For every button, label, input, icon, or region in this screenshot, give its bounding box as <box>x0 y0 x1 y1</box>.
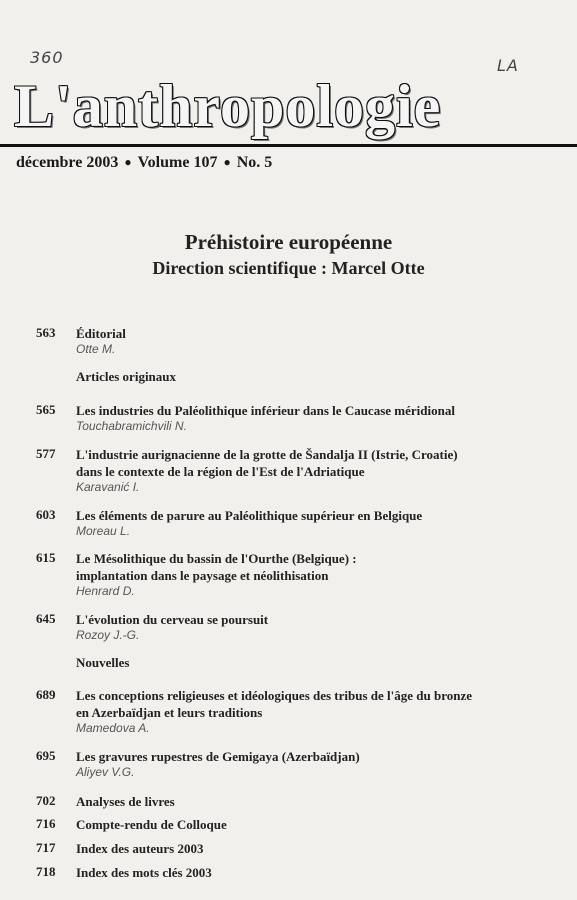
toc-page-number: 577 <box>36 446 56 461</box>
toc-page-number: 717 <box>36 840 56 855</box>
toc-title: Le Mésolithique du bassin de l'Ourthe (Belgique) : <box>76 551 357 566</box>
toc-entry[interactable] <box>36 325 556 357</box>
issue-separator: ● <box>223 155 231 169</box>
toc-author: Rozoy J.-G. <box>76 628 140 642</box>
toc-entry[interactable] <box>36 446 556 495</box>
toc-entry[interactable] <box>36 550 556 599</box>
section-title: Préhistoire européenne <box>184 230 393 254</box>
toc-page-number: 689 <box>36 687 56 702</box>
toc-page-number: 565 <box>36 402 56 417</box>
toc-entry[interactable] <box>36 840 556 857</box>
toc-section-heading: Articles originaux <box>76 369 177 384</box>
toc-page-number: 645 <box>36 611 56 626</box>
toc-entry[interactable] <box>36 611 556 643</box>
toc-title: Les industries du Paléolithique inférieur dans le Caucase méridional <box>76 403 455 418</box>
issue-separator: ● <box>124 155 132 169</box>
section-subtitle: Direction scientifique : Marcel Otte <box>152 258 425 278</box>
toc-title-line2: dans le contexte de la région de l'Est de l'Adriatique <box>76 464 365 479</box>
toc-section-heading: Nouvelles <box>76 655 130 670</box>
toc-page-number: 702 <box>36 793 56 808</box>
toc-page-number: 716 <box>36 816 56 831</box>
toc-title: L'évolution du cerveau se poursuit <box>76 612 269 627</box>
toc-title: Les conceptions religieuses et idéologiques des tribus de l'âge du bronze <box>76 688 473 703</box>
toc-page-number: 695 <box>36 748 56 763</box>
issue-volume: Volume 107 <box>137 154 218 171</box>
issue-number: No. 5 <box>236 154 273 171</box>
toc-author: Aliyev V.G. <box>76 765 135 779</box>
toc-author: Otte M. <box>76 342 116 356</box>
toc-entry[interactable] <box>36 864 556 881</box>
toc-entry[interactable] <box>36 748 556 780</box>
toc-title: Compte-rendu de Colloque <box>76 817 227 832</box>
toc-title: Analyses de livres <box>76 794 175 809</box>
handwritten-note-right: LA <box>497 56 519 75</box>
issue-date: décembre 2003 <box>16 154 119 171</box>
toc-title: Index des auteurs 2003 <box>76 841 204 856</box>
toc-page-number: 563 <box>36 325 56 340</box>
toc-author: Moreau L. <box>76 524 131 538</box>
journal-title: L'anthropologie <box>14 73 442 139</box>
toc-title: Index des mots clés 2003 <box>76 865 212 880</box>
toc-author: Karavanić I. <box>76 480 140 494</box>
toc-page-number: 718 <box>36 864 56 879</box>
toc-entry[interactable] <box>36 507 556 539</box>
toc-author: Mamedova A. <box>76 721 150 735</box>
handwritten-note-left: 360 <box>30 48 64 67</box>
toc-author: Touchabramichvili N. <box>76 419 187 433</box>
toc-page-number: 603 <box>36 507 56 522</box>
toc-entry[interactable] <box>36 402 556 434</box>
toc-title: L'industrie aurignacienne de la grotte de Šandalja II (Istrie, Croatie) <box>76 447 458 462</box>
toc-entry[interactable] <box>36 816 556 833</box>
toc-author: Henrard D. <box>76 584 135 598</box>
toc-entry[interactable] <box>36 793 556 810</box>
toc-title: Les gravures rupestres de Gemigaya (Azerbaïdjan) <box>76 749 360 764</box>
toc-title: Les éléments de parure au Paléolithique supérieur en Belgique <box>76 508 423 523</box>
toc-entry[interactable] <box>36 687 556 736</box>
toc-page-number: 615 <box>36 550 56 565</box>
toc-title-line2: implantation dans le paysage et néolithisation <box>76 568 329 583</box>
toc-title: Éditorial <box>76 326 126 341</box>
toc-title-line2: en Azerbaïdjan et leurs traditions <box>76 705 263 720</box>
